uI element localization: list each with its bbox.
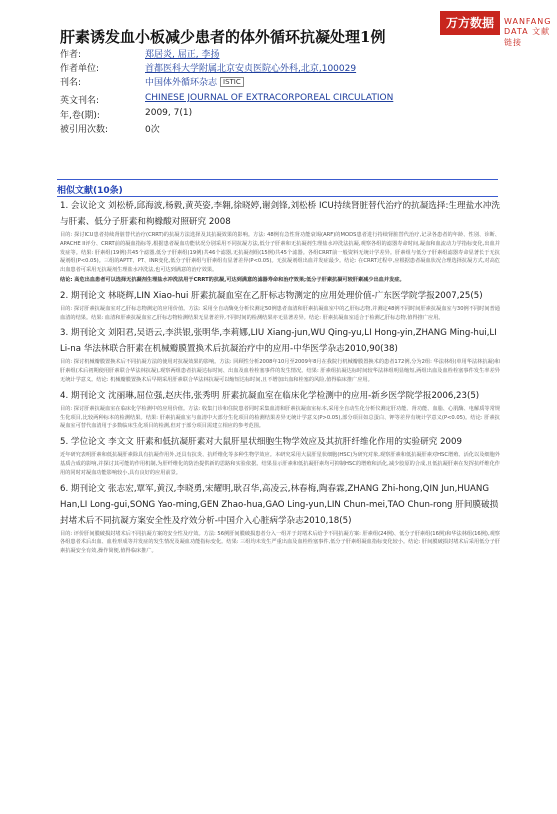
reference-link[interactable]: 4. 期刊论文 沈丽琳,屈位强,赵庆伟,张秀明 肝素抗凝血室在临床化学检测中的应用-新乡医学院学报2006,23(5) — [60, 390, 480, 401]
reference-conclusion: 结论: 高危出血患者可以选择无抗凝剂生理盐水冲洗法用于CRRT的抗凝,可达到满意的滤器寿命和治疗效果;低分子肝素抗凝可较肝素减少出血并发症。 — [60, 276, 405, 283]
journal-link[interactable]: 中国体外循环杂志 — [145, 78, 218, 88]
cited-value: 0次 — [145, 125, 160, 135]
wanfang-logo — [440, 11, 552, 47]
meta-year: 年,卷(期): 2009, 7(1) — [60, 108, 193, 121]
list-item — [60, 288, 500, 323]
authors-link[interactable]: 郑居炎, 屈正, 李扬 — [145, 50, 220, 60]
istic-badge: ISTIC — [220, 77, 244, 87]
section-divider-top — [57, 179, 498, 180]
reference-link[interactable]: 3. 期刊论文 刘阳君,吴语云,李洪银,张明华,李莉娜,LIU Xiang-jun,WU Qing-yu,LI Hong-yin,ZHANG Ming-hui,LI Li-na 华法林联合肝素在机械瓣膜置换术后抗凝治疗中的应用-中华医学杂志2010,90(38) — [60, 328, 497, 355]
page-title: 肝素诱发血小板减少患者的体外循环抗凝处理1例 — [60, 28, 386, 46]
reference-list — [60, 198, 500, 559]
journal-value — [145, 75, 244, 88]
list-item — [60, 388, 500, 431]
reference-link[interactable]: 6. 期刊论文 张志宏,覃军,黄汉,李晓勇,宋耀明,耿召华,高凌云,林春梅,陶春霖,ZHANG Zhi-hong,QIN Jun,HUANG Han,LI Long-gui,SONG Yao-ming,GEN Zhao-hua,GAO Ling-yun,LIN Chun-mei,TAO Chun-rong 肝间膜破损封堵术后不同抗凝方案安全性及疗效分析-中国介入心脏病学杂志2010,18(5) — [60, 483, 499, 526]
meta-cited: 被引用次数: 0次 — [60, 122, 108, 135]
meta-unit: 作者单位: 首都医科大学附属北京安贞医院心外科,北京,100029 — [60, 61, 99, 74]
year-value: 2009, 7(1) — [145, 108, 193, 118]
reference-abstract: 目的: 探讨肝素抗凝血室对乙肝标志物测定的应用价值。方法: 采用全自动酶免分析仪测定50例患者血清和肝素抗凝血室中的乙肝标志物,并测定48例不同时间肝素抗凝血室与30例不同时间普通血清的结果。结果: 血清和肝素抗凝血室乙肝标志物检测结果无显著差异,不同时间的检测结果亦无显著差异。结论: 肝素抗凝血室适合于检测乙肝标志物,值得推广应用。 — [60, 305, 500, 321]
reference-abstract: 近年研究表明肝素和低抗凝肝素除具有抗凝作用外,还具有抗炎、抗纤维化等多种生物学效应。本研究采用大鼠肝星状细胞(HSC)为研究对象,观察肝素和低抗凝肝素对HSC增殖、活化以及细胞外基质合成的影响,并探讨其可能的作用机制,为肝纤维化的防治提供新的思路和实验依据。结果显示肝素和低抗凝肝素均可抑制HSC的增殖和活化,减少胶原的合成,且低抗凝肝素在发挥抗纤维化作用的同时对凝血功能影响较小,具有良好的应用前景。 — [60, 452, 500, 476]
similar-docs-heading: 相似文献(10条) — [57, 186, 123, 196]
meta-authors: 作者: 郑居炎, 屈正, 李扬 — [60, 47, 81, 60]
unit-link[interactable]: 首都医科大学附属北京安贞医院心外科,北京,100029 — [145, 64, 357, 74]
list-item — [60, 198, 500, 285]
reference-abstract: 目的: 探讨肝素抗凝血室在临床化学检测中的应用价值。方法: 收集门诊和住院患者同时采集血清和肝素抗凝血室标本,采用全自动生化分析仪测定肝功能、肾功能、血脂、心肌酶、电解质等常规生化项目,比较两种标本的检测结果。结果: 肝素抗凝血室与血清中大部分生化项目的检测结果差异无统计学意义(P>0.05),部分项目如总蛋白、钾等差异有统计学意义(P<0.05)。结论: 肝素抗凝血室可替代血清用于多数临床生化项目的检测,但对于部分项目需建立相应的参考范围。 — [60, 405, 500, 430]
logo-badge: 万方数据 — [440, 11, 500, 35]
section-divider-bottom — [57, 196, 498, 197]
reference-link[interactable]: 1. 会议论文 刘松桥,邱海波,杨毅,黄英姿,李翱,徐晓婷,谢剑锋,刘松桥 ICU持续肾脏替代治疗的抗凝选择:生理盐水冲洗与肝素、低分子肝素和枸橼酸对照研究 2008 — [60, 201, 500, 227]
list-item — [60, 434, 500, 477]
reference-abstract: 目的: 评价肝间膜破损封堵术后不同抗凝方案的安全性及疗效。方法: 56例肝间膜破损患者分入一组并于封堵术后给予不同抗凝方案: 肝素组(24例)、低分子肝素组(16例)和华法林组(16例),观察各组患者术后出血、血栓形成等并发症的发生情况及凝血功能指标变化。结果: 三组均未发生严重出血及血栓栓塞事件,低分子肝素组凝血指标变化较小。结论: 肝间膜破损封堵术后采用低分子肝素抗凝安全有效,操作简便,值得临床推广。 — [60, 530, 500, 555]
en-journal-link[interactable]: CHINESE JOURNAL OF EXTRACORPOREAL CIRCULATION — [145, 93, 394, 103]
list-item — [60, 481, 500, 556]
reference-link[interactable]: 2. 期刊论文 林晓辉,LIN Xiao-hui 肝素抗凝血室在乙肝标志物测定的应用处理价值-广东医学院学报2007,25(5) — [60, 290, 483, 301]
reference-abstract: 目的: 探讨机械瓣膜置换术后不同抗凝方法的使用对抗凝效果的影响。方法: 回顾性分析2008年10月至2009年8月在我院行机械瓣膜置换术的患者172例,分为2组: 华法林组(单用华法林抗凝)和肝素组(术后初期使用肝素联合华法林抗凝),观察两组患者抗凝达标时间、出血及血栓栓塞事件的发生情况。结果: 肝素组抗凝达标时间较华法林组明显缩短,两组出血及血栓栓塞事件发生率差异无统计学意义。结论: 机械瓣膜置换术后早期采用肝素联合华法林抗凝可以缩短达标时间,且不增加出血和栓塞的风险,值得临床推广应用。 — [60, 359, 500, 383]
meta-en-journal: 英文刊名: CHINESE JOURNAL OF EXTRACORPOREAL CIRCULATION — [60, 93, 394, 106]
reference-link[interactable]: 5. 学位论文 李文文 肝素和低抗凝肝素对大鼠肝星状细胞生物学效应及其抗肝纤维化作用的实验研究 2009 — [60, 437, 462, 448]
logo-tagline: WANFANG DATA 文献链接 — [504, 17, 552, 47]
meta-journal: 刊名: 中国体外循环杂志 ISTIC — [60, 75, 81, 88]
reference-abstract: 目的: 探讨ICU患者持续肾脏替代治疗(CRRT)的抗凝方法选择及其抗凝效果的影响。方法: 48例有急性肾功能衰竭(ARF)的MODS患者进行持续肾脏替代治疗,记录各患者的年龄、性别、诊断、APACHE II评分、CRRT前的凝血指标等,根据患者凝血功能状况分别采用不同抗凝方法,低分子肝素和无抗凝剂生理盐水冲洗法抗凝,观察各组的滤器寿命时间,凝血和血流动力学指标变化,出血并发症等。结果: 肝素组(19例)共45个滤器,低分子肝素组(19例)共46个滤器,无抗凝剂组(15例)共45个滤器。各组CRRT前一般资料无统计学差异。肝素组与低分子肝素组滤器寿命显著长于无抗凝剂组(P<0.05)。三组的APTT、PT、INR变化,低分子肝素组与肝素组有显著差异(P<0.05)。无抗凝剂组出血并发症最少。结论: 在CRRT过程中,应根据患者凝血状况合理选择抗凝方式,对高危出血患者可采用无抗凝剂生理盐水冲洗法,也可达到满意的治疗效果。 — [60, 232, 500, 274]
list-item — [60, 325, 500, 384]
